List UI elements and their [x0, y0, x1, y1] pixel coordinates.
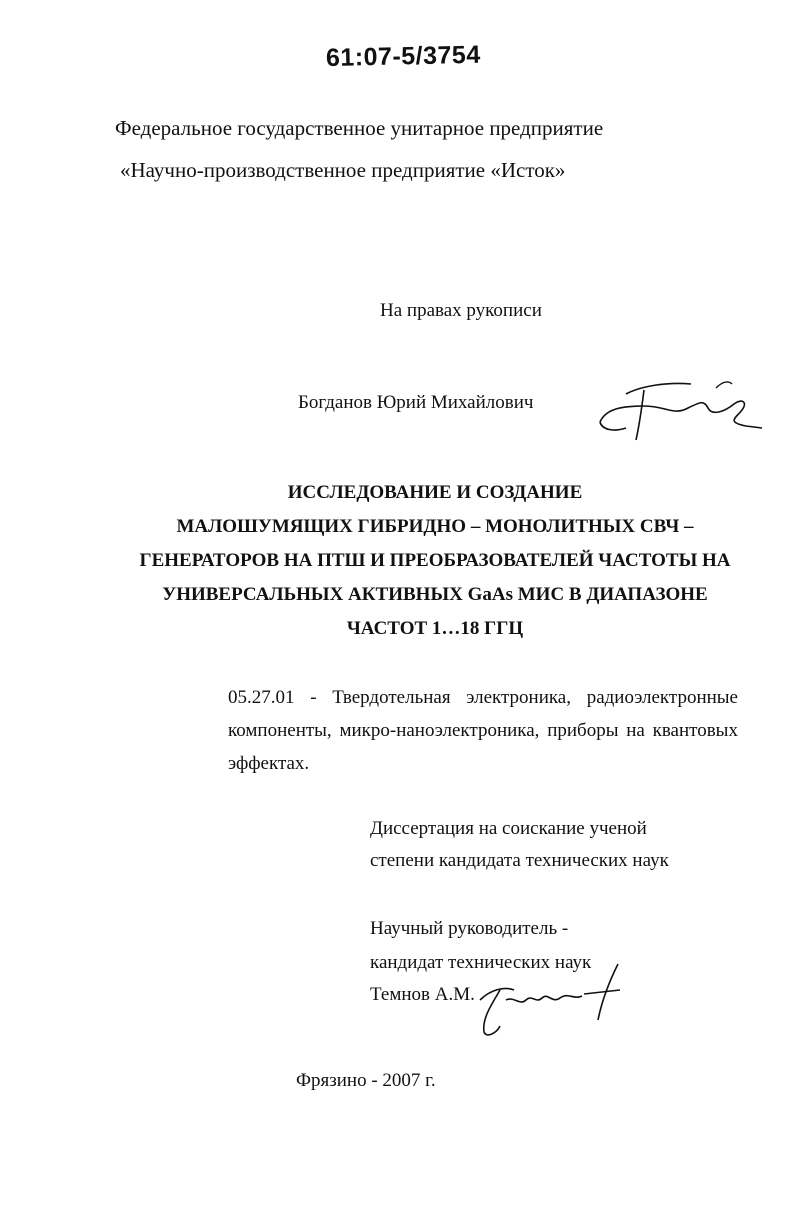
organization-line-1: Федеральное государственное унитарное предприятие: [115, 116, 604, 140]
specialty-line-1: [228, 681, 738, 714]
title-line-4: УНИВЕРСАЛЬНЫХ АКТИВНЫХ GaAs МИС В ДИАПАЗОНЕ: [162, 584, 708, 605]
specialty-word: микро-наноэлектроника,: [339, 720, 540, 741]
catalog-number: 61:07-5/3754: [325, 40, 481, 72]
specialty-word: приборы: [547, 720, 619, 741]
specialty-code: 05.27.01: [228, 687, 295, 708]
title-line-5: ЧАСТОТ 1…18 ГГЦ: [346, 618, 524, 639]
specialty-dash: -: [310, 687, 317, 708]
supervisor-name: Темнов А.М.: [370, 984, 475, 1005]
specialty-word: квантовых: [652, 720, 738, 741]
dissertation-line-2: степени кандидата технических наук: [370, 850, 669, 871]
specialty-word: на: [626, 720, 645, 741]
dissertation-line-1: Диссертация на соискание ученой: [370, 818, 647, 839]
author-name: Богданов Юрий Михайлович: [298, 392, 534, 413]
supervisor-degree: кандидат технических наук: [370, 952, 592, 973]
specialty-word: радиоэлектронные: [586, 687, 738, 708]
organization-line-2: «Научно-производственное предприятие «Исток»: [120, 158, 566, 182]
supervisor-signature: [470, 960, 630, 1040]
rights-note: На правах рукописи: [380, 300, 542, 321]
city-year: Фрязино - 2007 г.: [296, 1070, 436, 1091]
title-line-2: МАЛОШУМЯЩИХ ГИБРИДНО – МОНОЛИТНЫХ СВЧ –: [176, 516, 694, 537]
specialty-block: [228, 681, 738, 780]
specialty-word: компоненты,: [228, 720, 332, 741]
title-line-1: ИССЛЕДОВАНИЕ И СОЗДАНИЕ: [287, 482, 583, 503]
specialty-word: Твердотельная: [332, 687, 451, 708]
title-line-3: ГЕНЕРАТОРОВ НА ПТШ И ПРЕОБРАЗОВАТЕЛЕЙ ЧАСТОТЫ НА: [139, 550, 731, 571]
specialty-line-3: эффектах.: [228, 753, 310, 774]
supervisor-role: Научный руководитель -: [370, 918, 569, 939]
specialty-word: электроника,: [466, 687, 571, 708]
author-signature: [596, 372, 766, 444]
specialty-line-2: [228, 714, 738, 747]
